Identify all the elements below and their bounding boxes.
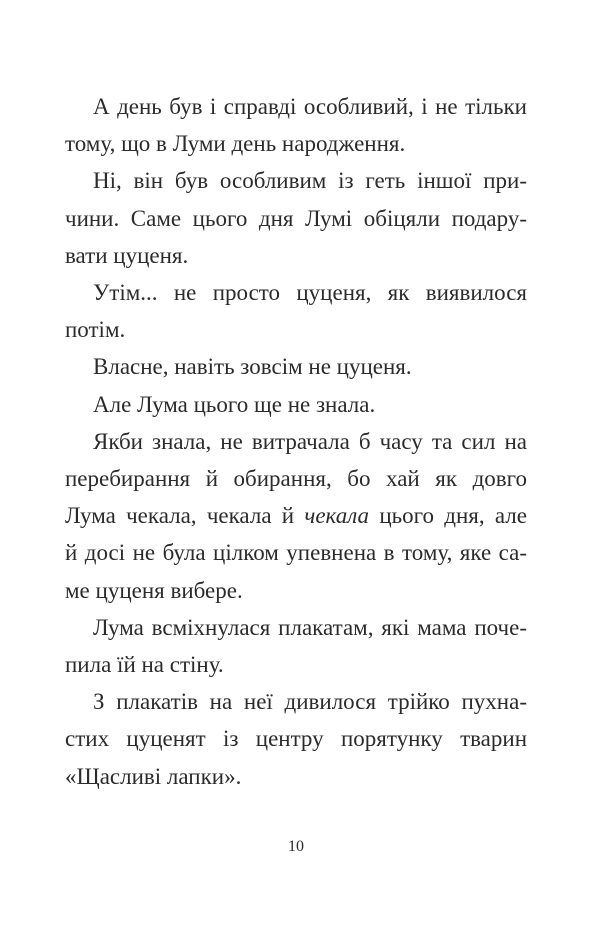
text-segment: пила їй на стіну.	[65, 652, 224, 678]
text-line	[65, 125, 527, 162]
text-line	[65, 534, 527, 571]
text-segment: Але Лума цього ще не знала.	[93, 391, 376, 417]
text-segment: чини. Саме цього дня Лумі обіцяли подару-	[65, 205, 527, 231]
text-line	[65, 237, 527, 274]
text-line	[65, 274, 527, 311]
italic-word: чекала	[304, 503, 370, 529]
text-line	[65, 460, 527, 497]
text-line	[65, 162, 527, 199]
text-segment: стих цуценят із центру порятунку тварин	[65, 726, 527, 752]
text-segment: цього дня, але	[369, 503, 527, 529]
text-segment: «Щасливі лапки».	[65, 763, 242, 789]
text-segment: Лума всміхнулася плакатам, які мама поче-	[93, 614, 527, 640]
text-segment: Ні, він був особливим із геть іншої при-	[93, 168, 527, 194]
text-segment: Утім... не просто цуценя, як виявилося	[93, 280, 527, 306]
text-line	[65, 572, 527, 609]
text-line	[65, 758, 527, 795]
text-line	[65, 348, 527, 385]
text-line	[65, 683, 527, 720]
page-number: 10	[288, 838, 304, 855]
text-line	[65, 497, 527, 534]
text-segment: перебирання й обирання, бо хай як довго	[65, 466, 527, 492]
text-line	[65, 423, 527, 460]
text-segment: А день був і справді особливий, і не тільки	[93, 94, 527, 119]
text-segment: Якби знала, не витрачала б часу та сил на	[93, 428, 527, 454]
text-segment: й досі не була цілком упевнена в тому, яке са-	[65, 540, 527, 566]
text-line	[65, 200, 527, 237]
text-line	[65, 609, 527, 646]
text-segment: вати цуценя.	[65, 242, 189, 268]
text-segment: Лума чекала, чекала й	[65, 503, 305, 529]
text-segment: тому, що в Луми день народження.	[65, 131, 406, 157]
text-line	[65, 646, 527, 683]
text-segment: З плакатів на неї дивилося трійко пухна-	[93, 689, 527, 715]
text-segment: потім.	[65, 317, 126, 343]
text-segment: Власне, навіть зовсім не цуценя.	[93, 354, 412, 380]
text-line	[65, 386, 527, 423]
body-text	[65, 88, 527, 795]
text-line	[65, 720, 527, 757]
text-line	[65, 311, 527, 348]
text-line	[65, 88, 527, 125]
text-segment: ме цуценя вибере.	[65, 577, 243, 603]
